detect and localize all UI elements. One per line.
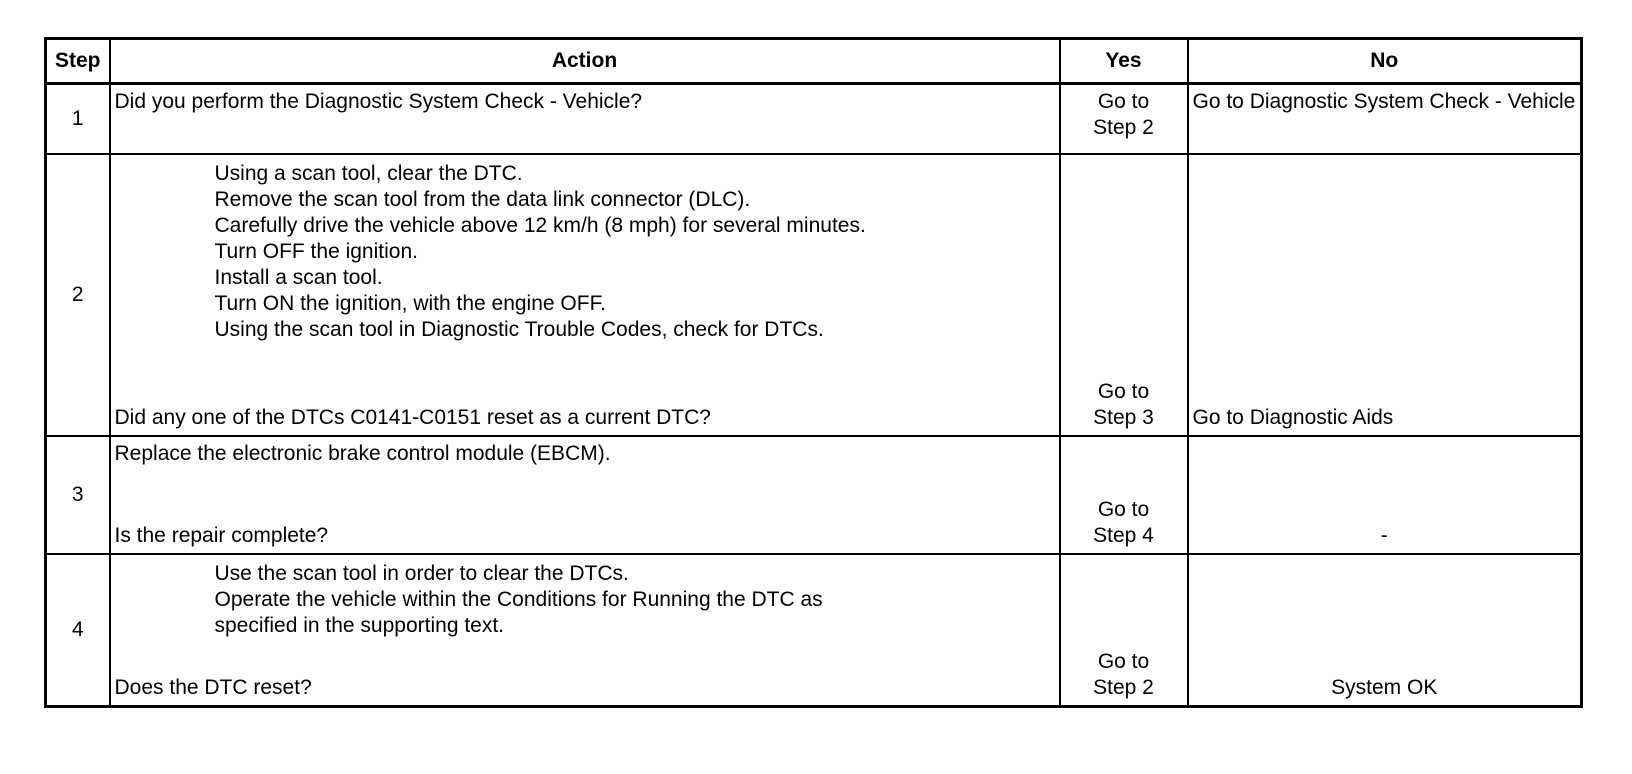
substep: Operate the vehicle within the Conditions for Running the DTC as xyxy=(214,588,823,611)
step-question: Is the repair complete? xyxy=(114,524,329,547)
action-cell xyxy=(110,84,1060,155)
yes-action: Go to Step 4 xyxy=(1093,498,1154,547)
yes-action: Go to Step 3 xyxy=(1093,380,1154,429)
substep-list xyxy=(115,161,1055,343)
step-number: 3 xyxy=(46,436,110,554)
substep: Turn ON the ignition, with the engine OFF. xyxy=(214,292,606,315)
table-row xyxy=(46,84,1582,155)
step-number: 4 xyxy=(46,554,110,707)
yes-cell xyxy=(1060,154,1188,436)
table-row xyxy=(46,554,1582,707)
table-row xyxy=(46,436,1582,554)
action-cell xyxy=(110,554,1060,707)
yes-cell xyxy=(1060,554,1188,707)
table-row xyxy=(46,154,1582,436)
no-cell xyxy=(1188,436,1582,554)
step-question: Does the DTC reset? xyxy=(114,676,312,699)
no-cell xyxy=(1188,84,1582,155)
step-instruction: Replace the electronic brake control module (EBCM). xyxy=(114,442,611,465)
action-cell xyxy=(110,436,1060,554)
step-number: 2 xyxy=(46,154,110,436)
substep: Turn OFF the ignition. xyxy=(214,240,418,263)
action-cell xyxy=(110,154,1060,436)
substep: specified in the supporting text. xyxy=(214,614,505,637)
header-no: No xyxy=(1188,39,1582,84)
yes-action: Go to Step 2 xyxy=(1093,650,1154,699)
table-header-row xyxy=(46,39,1582,84)
header-step: Step xyxy=(46,39,110,84)
header-action: Action xyxy=(110,39,1060,84)
yes-action: Go to Step 2 xyxy=(1093,90,1154,139)
no-cell xyxy=(1188,154,1582,436)
substep-list xyxy=(115,561,1055,639)
yes-cell xyxy=(1060,436,1188,554)
substep: Carefully drive the vehicle above 12 km/h (8 mph) for several minutes. xyxy=(214,214,866,237)
no-action: - xyxy=(1380,524,1388,547)
no-action: Go to Diagnostic System Check - Vehicle xyxy=(1192,90,1576,113)
diagnostic-table xyxy=(44,37,1583,708)
no-action: System OK xyxy=(1331,676,1438,699)
step-question: Did you perform the Diagnostic System Check - Vehicle? xyxy=(114,90,643,113)
substep: Use the scan tool in order to clear the DTCs. xyxy=(214,562,629,585)
step-number: 1 xyxy=(46,84,110,155)
substep: Using a scan tool, clear the DTC. xyxy=(214,162,523,185)
substep: Using the scan tool in Diagnostic Trouble Codes, check for DTCs. xyxy=(214,318,824,341)
yes-cell xyxy=(1060,84,1188,155)
substep: Remove the scan tool from the data link connector (DLC). xyxy=(214,188,751,211)
substep: Install a scan tool. xyxy=(214,266,383,289)
step-question: Did any one of the DTCs C0141-C0151 reset as a current DTC? xyxy=(114,406,711,429)
no-action: Go to Diagnostic Aids xyxy=(1192,406,1394,429)
header-yes: Yes xyxy=(1060,39,1188,84)
no-cell xyxy=(1188,554,1582,707)
